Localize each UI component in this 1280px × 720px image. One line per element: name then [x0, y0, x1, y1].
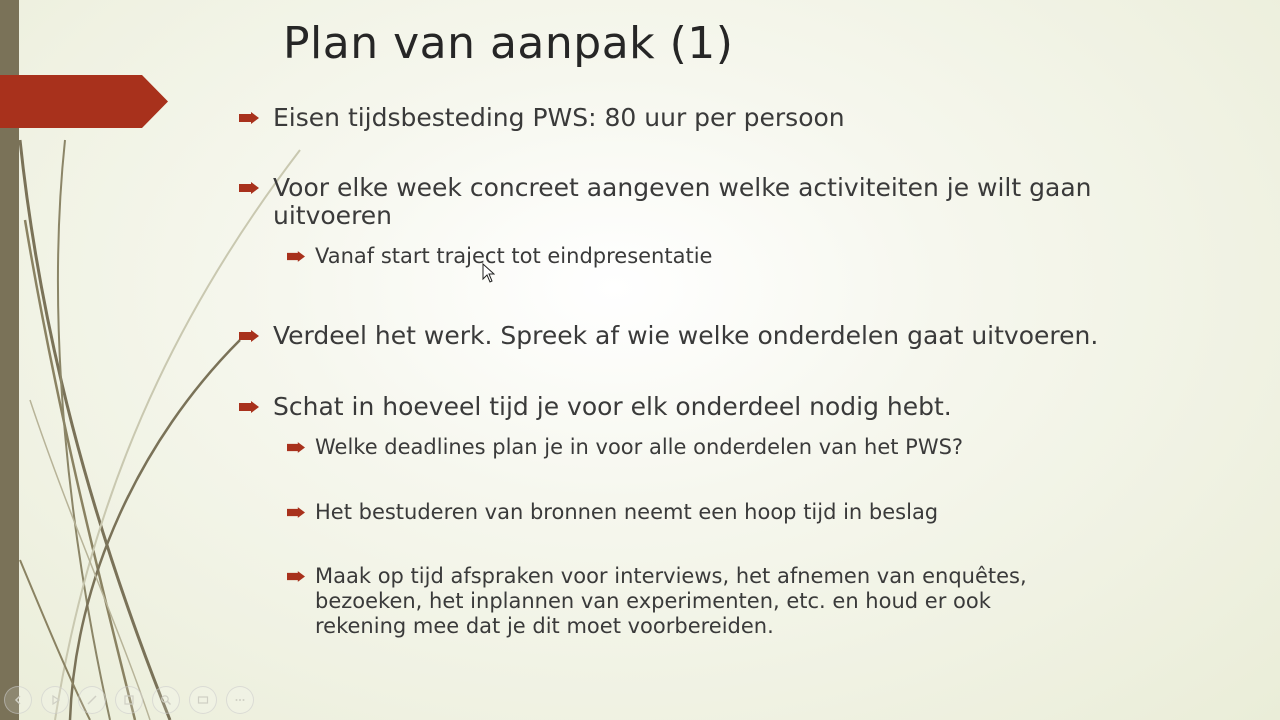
- sub-bullet-item-line: bezoeken, het inplannen van experimenten, etc. en houd er ook: [315, 589, 991, 613]
- sub-bullet-arrow-icon: [287, 507, 305, 518]
- slide-title: Plan van aanpak (1): [283, 18, 734, 69]
- sub-bullet-item-line: rekening mee dat je dit moet voorbereiden.: [315, 614, 774, 638]
- bullet-item-line: Voor elke week concreet aangeven welke activiteiten je wilt gaan: [273, 173, 1092, 202]
- more-button[interactable]: [226, 686, 254, 714]
- pen-button[interactable]: [78, 686, 106, 714]
- back-button[interactable]: [4, 686, 32, 714]
- bullet-arrow-icon: [239, 112, 259, 124]
- subtitles-icon: [197, 694, 209, 706]
- bullet-item-line: uitvoeren: [273, 201, 393, 230]
- sub-bullet-item: Het bestuderen van bronnen neemt een hoop tijd in beslag: [315, 500, 939, 524]
- mouse-cursor-icon: [482, 263, 495, 283]
- play-button[interactable]: [41, 686, 69, 714]
- sub-bullet-item: Welke deadlines plan je in voor alle onderdelen van het PWS?: [315, 435, 964, 459]
- zoom-button[interactable]: [152, 686, 180, 714]
- sub-bullet-item-line: Maak op tijd afspraken voor interviews, het afnemen van enquêtes,: [315, 564, 1027, 588]
- bullet-item: Verdeel het werk. Spreek af wie welke onderdelen gaat uitvoeren.: [273, 321, 1099, 350]
- subtitles-button[interactable]: [189, 686, 217, 714]
- bullet-arrow-icon: [239, 182, 259, 194]
- more-icon: [234, 694, 246, 706]
- slides-icon: [123, 694, 135, 706]
- sub-bullet-arrow-icon: [287, 442, 305, 453]
- bullet-item: Schat in hoeveel tijd je voor elk onderdeel nodig hebt.: [273, 392, 952, 421]
- bullet-item: Eisen tijdsbesteding PWS: 80 uur per persoon: [273, 103, 845, 132]
- play-icon: [49, 694, 61, 706]
- zoom-icon: [160, 694, 172, 706]
- sub-bullet-arrow-icon: [287, 251, 305, 262]
- bullet-arrow-icon: [239, 401, 259, 413]
- sub-bullet-arrow-icon: [287, 571, 305, 582]
- bullet-arrow-icon: [239, 330, 259, 342]
- slides-button[interactable]: [115, 686, 143, 714]
- pen-icon: [86, 694, 98, 706]
- presentation-toolbar: [4, 686, 254, 714]
- back-icon: [12, 694, 24, 706]
- sub-bullet-item: Vanaf start traject tot eindpresentatie: [315, 244, 713, 268]
